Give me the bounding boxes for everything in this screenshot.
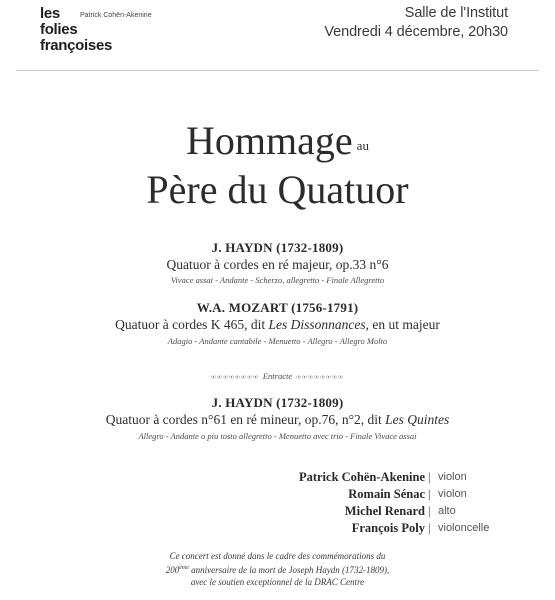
- note-line-2: [0, 562, 555, 576]
- venue-block: [324, 4, 508, 42]
- logo-line-francoises: françoises: [40, 37, 113, 54]
- logo-line-folies: folies: [40, 21, 78, 38]
- program-1-movements: Vivace assai - Andante - Scherzo, allegretto - Finale Allegretto: [170, 275, 385, 285]
- logo-line-les: les: [40, 5, 60, 22]
- performer-row: [0, 470, 555, 487]
- performer-name: Patrick Cohën-Akenine: [298, 470, 425, 484]
- performer-row: [0, 504, 555, 521]
- performer-instrument: violon: [438, 471, 467, 483]
- program-3-work: [0, 412, 555, 428]
- page-title-line2: Père du Quatuor: [146, 167, 409, 212]
- program-1-work: Quatuor à cordes en ré majeur, op.33 n°6: [166, 257, 389, 272]
- performer-name: Michel Renard: [344, 504, 425, 518]
- entracte-label: Entracte: [262, 371, 293, 381]
- note-line-1: Ce concert est donné dans le cadre des commémorations du: [169, 551, 386, 561]
- performer-row: [0, 521, 555, 538]
- program-2-composer: W.A. MOZART (1756-1791): [196, 300, 359, 315]
- program-2-work-key: , en ut majeur: [365, 317, 440, 332]
- program-2-work-text: Quatuor à cordes K 465, dit: [115, 317, 269, 332]
- ornament-right: ∞∞∞∞∞∞∞∞: [296, 373, 345, 381]
- performer-separator: |: [428, 470, 431, 484]
- venue-name: Salle de l'Institut: [404, 5, 508, 21]
- title-au: au: [356, 138, 369, 153]
- performer-name: Romain Sénac: [348, 487, 425, 501]
- performer-instrument: violoncelle: [438, 522, 490, 534]
- performer-separator: |: [428, 504, 431, 518]
- performer-row: [0, 487, 555, 504]
- page-title-line1: [0, 119, 555, 168]
- note-ordinal: 200: [165, 565, 180, 575]
- header-divider: [16, 70, 539, 71]
- program-3-movements: Allegro - Andante o piu tosto allegretto - Menuetto avec trio - Finale Vivace assai: [138, 431, 417, 441]
- program-3-work-title: Les Quintes: [385, 412, 450, 427]
- program-2-work-title: Les Dissonnances: [268, 317, 366, 332]
- performer-separator: |: [428, 521, 431, 535]
- program-2-work: [0, 317, 555, 333]
- logo-director: Patrick Cohën-Akenine: [80, 12, 152, 19]
- note-ordinal-suffix: ème: [179, 565, 189, 571]
- note-line-3: avec le soutien exceptionnel de la DRAC Centre: [190, 577, 365, 587]
- program-2-movements: Adagio - Andante cantabile - Menuetto - Allegro - Allegro Molto: [167, 336, 388, 346]
- entracte-separator: [0, 366, 555, 384]
- program-3-work-text: Quatuor à cordes n°61 en ré mineur, op.76, n°2, dit: [105, 412, 386, 427]
- performer-instrument: alto: [438, 505, 456, 517]
- note-line-2-text: anniversaire de la mort de Joseph Haydn (1732-1809),: [188, 565, 390, 575]
- performer-instrument: violon: [438, 488, 467, 500]
- program-3-composer: J. HAYDN (1732-1809): [211, 395, 344, 410]
- concert-date: Vendredi 4 décembre, 20h30: [324, 24, 508, 40]
- program-1-composer: J. HAYDN (1732-1809): [211, 240, 344, 255]
- commemoration-note: [0, 550, 555, 588]
- ensemble-logo: [40, 2, 160, 60]
- performer-name: François Poly: [351, 521, 425, 535]
- ornament-left: ∞∞∞∞∞∞∞∞: [210, 373, 259, 381]
- performer-separator: |: [428, 487, 431, 501]
- title-hommage: Hommage: [186, 118, 353, 163]
